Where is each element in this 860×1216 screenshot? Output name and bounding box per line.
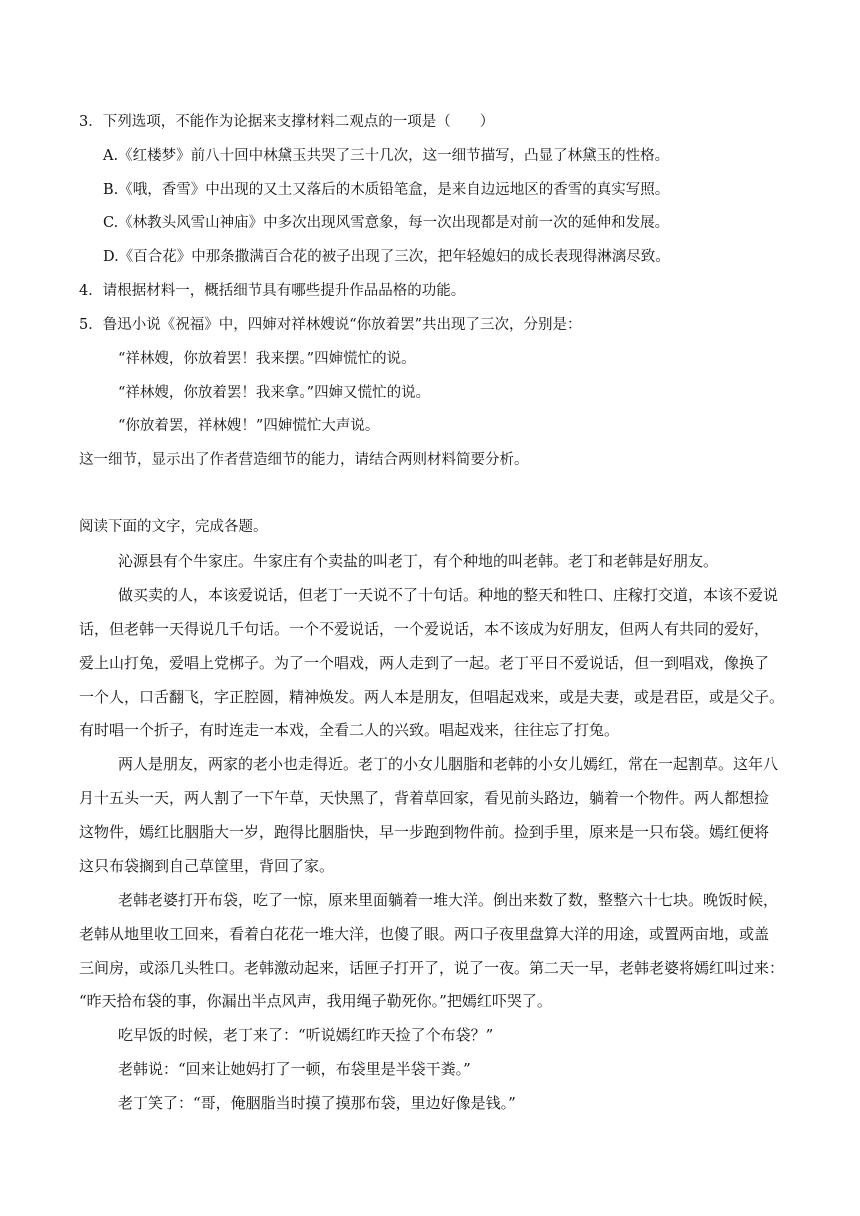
question-5-quote-1: “祥林嫂，你放着罢！我来摆。”四婶慌忙的说。: [118, 351, 416, 367]
question-3-option-b: B.《哦，香雪》中出现的又土又落后的木质铅笔盒，是来自边远地区的香雪的真实写照。: [103, 182, 670, 198]
question-3-option-c: C.《林教头风雪山神庙》中多次出现风雪意象，每一次出现都是对前一次的延伸和发展。: [103, 215, 670, 231]
reading-intro: 阅读下面的文字，完成各题。: [79, 519, 268, 535]
reading-line: 月十五头一天，两人割了一下午草，天快黑了，背着草回家，看见前头路边，躺着一个物件。两人都想捡: [79, 789, 770, 807]
reading-line: 一个人，口舌翻飞，字正腔圆，精神焕发。两人本是朋友，但唱起戏来，或是夫妻，或是君臣，或是父子。: [79, 688, 785, 706]
reading-line: 这只布袋搁到自己草筐里，背回了家。: [79, 857, 335, 875]
reading-line: “昨天拾布袋的事，你漏出半点风声，我用绳子勒死你。”把嫣红吓哭了。: [79, 992, 552, 1010]
reading-line: 话，但老韩一天得说几千句话。一个不爱说话，一个爱说话，本不该成为好朋友，但两人有共同的爱好，: [79, 620, 770, 638]
question-3-stem: 3．下列选项，不能作为论据来支撑材料二观点的一项是（ ）: [79, 114, 495, 130]
question-3-option-a: A.《红楼梦》前八十回中林黛玉共哭了三十几次，这一细节描写，凸显了林黛玉的性格。: [103, 148, 670, 164]
reading-line: 爱上山打兔，爱唱上党梆子。为了一个唱戏，两人走到了一起。老丁平日不爱说话，但一到唱戏，像换了: [79, 654, 770, 672]
reading-line: 做买卖的人，本该爱说话，但老丁一天说不了十句话。种地的整天和牲口、庄稼打交道，本该不爱说: [118, 586, 779, 604]
question-5-quote-3: “你放着罢，祥林嫂！”四婶慌忙大声说。: [118, 418, 380, 434]
reading-line: 老韩从地里收工回来，看着白花花一堆大洋，也傻了眼。两口子夜里盘算大洋的用途，或置两亩地，或盖: [79, 925, 770, 943]
reading-line: 三间房，或添几头牲口。老韩激动起来，话匣子打开了，说了一夜。第二天一早，老韩老婆将嫣红叫过来：: [79, 959, 785, 977]
reading-line: 两人是朋友，两家的老小也走得近。老丁的小女儿胭脂和老韩的小女儿嫣红，常在一起割草。这年八: [118, 755, 779, 773]
reading-line: 老韩老婆打开布袋，吃了一惊，原来里面躺着一堆大洋。倒出来数了数，整整六十七块。晚饭时候，: [118, 891, 779, 909]
reading-line: 老韩说：“回来让她妈打了一顿，布袋里是半袋干粪。”: [118, 1060, 471, 1078]
question-5-stem: 5．鲁迅小说《祝福》中，四婶对祥林嫂说“你放着罢”共出现了三次，分别是：: [79, 317, 582, 333]
question-5-quote-2: “祥林嫂，你放着罢！我来拿。”四婶又慌忙的说。: [118, 385, 431, 401]
question-3-option-d: D.《百合花》中那条撒满百合花的被子出现了三次，把年轻媳妇的成长表现得淋漓尽致。: [103, 249, 670, 265]
question-5-tail: 这一细节，显示出了作者营造细节的能力，请结合两则材料简要分析。: [79, 452, 529, 468]
question-4-stem: 4．请根据材料一，概括细节具有哪些提升作品品格的功能。: [79, 283, 466, 299]
reading-line: 沁源县有个牛家庄。牛家庄有个卖盐的叫老丁，有个种地的叫老韩。老丁和老韩是好朋友。: [118, 552, 719, 570]
reading-line: 吃早饭的时候，老丁来了：“听说嫣红昨天捡了个布袋？”: [118, 1026, 494, 1044]
reading-line: 老丁笑了：“哥，俺胭脂当时摸了摸那布袋，里边好像是钱。”: [118, 1094, 516, 1112]
reading-line: 有时唱一个折子，有时连走一本戏，全看二人的兴致。唱起戏来，往往忘了打兔。: [79, 721, 620, 739]
reading-line: 这物件，嫣红比胭脂大一岁，跑得比胭脂快，早一步跑到物件前。捡到手里，原来是一只布袋。嫣红便将: [79, 823, 770, 841]
